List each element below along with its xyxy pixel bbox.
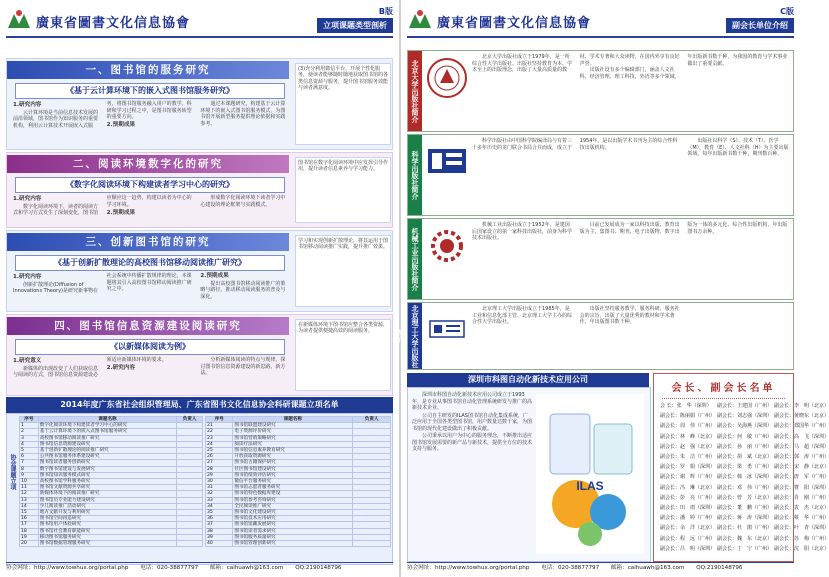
table-cell: 18	[20, 528, 39, 534]
table-cell	[353, 541, 391, 547]
unit-text	[472, 54, 789, 128]
table-cell: 32	[206, 491, 233, 497]
table-cell: 28	[206, 466, 233, 472]
roster-entry: 副会长：马 超（深圳）	[774, 443, 829, 450]
association-logo-icon	[6, 8, 32, 30]
footer-email: 邮箱：caihuawh@163.com	[209, 565, 284, 571]
table-cell: 图书馆读者需求研究	[233, 528, 353, 534]
table-cell: 34	[206, 503, 233, 509]
roster-entry: 副会长：韩 冰（深圳）	[717, 474, 773, 481]
table-cell: 微信平台服务研究	[233, 479, 353, 485]
table-cell: 图书馆数据管理服务研究	[38, 541, 177, 547]
section-sidebar: 图书馆在数字化阅读环境中应发挥引导作用，提升读者信息素养与学习能力。	[295, 157, 391, 223]
table-cell: 新媒体环境下的阅读推广研究	[38, 491, 177, 497]
section-tag: 副会长单位介绍	[726, 18, 794, 33]
table-cell: 6	[20, 454, 39, 460]
section-body	[13, 357, 289, 393]
table-cell: 地方文献开发与利用研究	[38, 510, 177, 516]
bit-press-logo-icon	[426, 309, 468, 351]
roster-entry: 副会长：曾 芳（北京）	[717, 494, 773, 501]
section-band: 三、创新图书馆的研究	[7, 233, 289, 251]
roster-entry: 副会长：王建国（广州）	[717, 403, 773, 409]
company-product-graphic	[536, 394, 644, 554]
table-cell: 23	[206, 435, 233, 441]
table-cell: 21	[206, 423, 233, 429]
table-cell: 社区图书馆建设研究	[233, 466, 353, 472]
section-band: 一、图书馆的服务研究	[7, 61, 289, 79]
page-c	[397, 0, 829, 577]
table-header: 序号	[20, 417, 39, 423]
body-heading: 1.研究内容	[13, 196, 42, 202]
body-heading: 2.预期成果	[200, 273, 229, 279]
roster-entry: 副会长：胡 斌（北京）	[717, 453, 773, 460]
section-subtitle: 《基于创新扩散理论的高校图书馆移动阅读推广研究》	[15, 255, 285, 271]
section-service-research	[6, 58, 393, 150]
table-cell: 图书馆特色数据库建设	[233, 491, 353, 497]
section-resource-building	[6, 314, 393, 396]
table-cell: 38	[206, 528, 233, 534]
footer-website: 协会网址：http://www.towhux.org/portal.php	[407, 565, 530, 571]
roster-entry: 副会长：袁 杰（北京）	[774, 504, 829, 511]
section-sidebar: (3)充分利用微信平台，开展个性化服务，使读者能够随时随地获取图书馆的各类信息资源与服务，提升图书馆服务效能与读者满意度。	[295, 63, 391, 145]
header-title: 廣東省圖書文化信息協會	[36, 16, 191, 31]
table-cell: 9	[20, 472, 39, 478]
unit-paragraph: 北京大学出版社成立于1979年，是一所综合性大学出版社。出版社坚持教育为本、学术至上的出版理念，出版了大量高质量的教材、学术专著和大众读物，在国内外享有良好声誉。	[472, 54, 680, 73]
table-cell: 37	[206, 522, 233, 528]
table-cell: 基于创新扩散理论的阅读推广研究	[38, 448, 177, 454]
table-cell: 39	[206, 534, 233, 540]
company-text	[412, 392, 532, 557]
roster-entry: 副会长：沈 阳（北京）	[774, 545, 829, 552]
roster-entry: 副会长：郭 涛（广州）	[774, 453, 829, 460]
table-cell: 图书馆绩效评估研究	[233, 472, 353, 478]
table-cell: 17	[20, 522, 39, 528]
roster-entry: 副会长：魏 东（北京）	[717, 535, 773, 542]
footer-website: 协会网址：http://www.towhux.org/portal.php	[6, 565, 129, 571]
roster-entry: 副会长：周 伟（广州）	[660, 423, 716, 430]
roster-entry: 副会长：郑国华（广州）	[774, 423, 829, 430]
unit-text	[472, 222, 789, 296]
table-row	[20, 541, 203, 547]
table-cell: 24	[206, 441, 233, 447]
table-cell: 19	[20, 534, 39, 540]
roster-title: 会长、副会长名单	[662, 380, 785, 399]
table-cell: 16	[20, 516, 39, 522]
company-paragraph: 公司自主研发的ILAS图书馆自动化集成系统，广泛应用于全国各类型图书馆，用户数量达数千家，为图书馆的现代化建设做出了积极贡献。	[412, 412, 533, 432]
body-heading: 1.研究意义	[13, 358, 42, 364]
table-cell: 33	[206, 497, 233, 503]
table-cell: 图书馆员专业能力建设研究	[38, 497, 177, 503]
table-cell: 图书馆技术应用研究	[233, 516, 353, 522]
roster-entry: 副会长：蒋 涛（深圳）	[717, 515, 773, 522]
unit-label: 北京大学出版社简介	[408, 51, 422, 131]
unit-paragraph: 出版社坚持服务教学、服务科研、服务社会的宗旨，出版了大量优秀的教材和学术著作，年出版图书数千种。	[579, 306, 680, 325]
table-cell: 3	[20, 435, 39, 441]
unit-paragraph: 北京理工大学出版社成立于1985年，是工业和信息化部主管、北京理工大学主办的综合性大学出版社。	[472, 306, 573, 325]
roster-entry: 副会长：田 雨（深圳）	[660, 504, 716, 511]
unit-paragraph: 科学出版社由中国科学院编译局与有着三十多年历史的龙门联合书局合并而成，成立于1954年，是以出版学术书刊为主的综合性科技出版机构。	[472, 138, 678, 151]
body-heading: 2.研究内容	[106, 365, 136, 372]
table-cell: 图书馆古籍保护研究	[233, 460, 353, 466]
roster-entry: 副会长：罗 娟（深圳）	[660, 464, 716, 471]
roster-entry: 副会长：余 洋（北京）	[660, 525, 716, 532]
table-cell: 15	[20, 510, 39, 516]
roster-entry: 副会长：宋 静（北京）	[774, 464, 829, 471]
page-header	[6, 6, 393, 38]
company-paragraph: 深圳市科图自动化新技术应用公司成立于1993年，是专业从事图书馆自动化管理系统研发与推广的高新技术企业。	[412, 392, 533, 411]
table-cell: 图书馆馆藏发展研究	[233, 522, 353, 528]
body-heading: 2.预期成果	[106, 209, 136, 216]
table-header: 负责人	[177, 417, 203, 423]
roster-entry: 副会长：吕 明（深圳）	[660, 545, 716, 552]
unit-label: 北京理工大学出版社简介	[408, 303, 422, 369]
body-paragraph: 分析新媒体阅读的特点与规律，探讨图书馆信息资源建设的新思路、新方法。	[200, 357, 286, 377]
section-innovation	[6, 230, 393, 312]
unit-peking-university-press	[407, 50, 794, 132]
page-header	[407, 6, 794, 38]
roster-entry: 副会长：谢 辉（广州）	[660, 474, 716, 481]
table-cell: 少儿阅读推广活动研究	[38, 503, 177, 509]
roster-entry: 副会长：蔡 华（广州）	[774, 515, 829, 522]
table-cell: 25	[206, 448, 233, 454]
project-table-right	[205, 416, 391, 547]
unit-bit-press	[397, 302, 794, 370]
roster-entry: 副会长：丁 宁（广州）	[717, 545, 773, 552]
unit-text	[472, 138, 789, 212]
roster-entry: 副会长：黄晓东（北京）	[774, 413, 829, 420]
roster-entry: 副会长：高 飞（深圳）	[774, 433, 829, 440]
table-cell: 4	[20, 441, 39, 447]
ilas-brand-text: ILAS	[576, 479, 604, 493]
project-table-left	[19, 416, 203, 547]
table-cell: 30	[206, 479, 233, 485]
roster-entry: 副会长：叶 青（深圳）	[774, 525, 829, 532]
table-cell: 22	[206, 429, 233, 435]
roster-entry: 副会长：唐 军（广州）	[774, 474, 829, 481]
body-paragraph: 形成数字化阅读环境下读者学习中心建设的理论框架与实践模式。	[200, 195, 286, 208]
table-cell: 图书馆参考咨询研究	[233, 497, 353, 503]
table-cell: 开放获取资源研究	[233, 454, 353, 460]
body-heading: 1.研究内容	[13, 274, 42, 280]
table-cell: 高校图书馆移动阅读推广研究	[38, 435, 177, 441]
table-cell: 图书馆文化建设研究	[233, 510, 353, 516]
project-list	[6, 413, 393, 565]
table-cell: 图书馆志愿者服务研究	[233, 485, 353, 491]
table-cell: 高校图书馆学科服务研究	[38, 479, 177, 485]
body-paragraph: 创新扩散理论(Diffusion of Innovations Theory)是研究新事物在社会系统中传播扩散规律的理论，本课题将其引入高校图书馆移动阅读推广研究之中。	[13, 273, 192, 295]
roster-entry: 副会长：潘 婷（广州）	[660, 515, 716, 522]
footer-phone: 电话：020-38877797	[140, 565, 199, 571]
roster-entry: 副会长：梁 勇（广州）	[717, 464, 773, 471]
footer-email: 邮箱：caihuawh@163.com	[610, 565, 685, 571]
section-subtitle: 《基于云计算环境下的嵌入式图书馆服务研究》	[15, 83, 285, 99]
body-paragraph: 云计算环境是当前信息技术发展的前沿领域，图书馆作为知识服务的重要机构，利用云计算技术开展嵌入式服务，将图书馆服务融入用户的教学、科研和学习过程之中，是图书馆服务转型的重要方向。	[13, 101, 192, 129]
body-paragraph: 新媒体的出现改变了人们获取信息与阅读的方式，图书馆信息资源建设必须适应新媒体环境的要求。	[13, 357, 167, 379]
science-press-logo-icon	[426, 141, 468, 183]
table-cell: 图书馆营销策略研究	[233, 435, 353, 441]
section-body	[13, 101, 289, 147]
table-cell: 14	[20, 503, 39, 509]
table-cell	[177, 541, 203, 547]
table-header: 课题名称	[233, 417, 353, 423]
unit-paragraph: 出版社以科学（S）、技术（T）、医学（M）、教育（E）、人文社科（H）为主要出版领域，每年出版新书数千种，期刊数百种。	[687, 138, 789, 157]
table-cell: 图书馆知识服务模式研究	[38, 472, 177, 478]
edition-label: C版	[780, 7, 794, 16]
table-cell: 图书馆空间再造研究	[38, 516, 177, 522]
page-footer	[6, 562, 393, 573]
roster-entry: 副会长：董 鹏（广州）	[717, 504, 773, 511]
table-header: 序号	[206, 417, 233, 423]
roster-entry: 副会长：苏 梅（广州）	[774, 535, 829, 542]
table-cell: 全民阅读推广研究	[233, 503, 353, 509]
footer-qq: QQ:2190148796	[295, 565, 342, 571]
table-cell: 数字图书馆建设与发展研究	[38, 466, 177, 472]
roster-entry: 副会长：邓 伟（广州）	[717, 484, 773, 491]
roster-entry: 副会长：何 敏（广州）	[717, 433, 773, 440]
leadership-roster	[653, 373, 829, 562]
table-cell: 20	[20, 541, 39, 547]
table-cell: 数字化阅读环境下构建读者学习中心的研究	[38, 423, 177, 429]
table-cell: 图书馆信息素养教育研究	[233, 448, 353, 454]
roster-entry: 副会长：赵 强（北京）	[660, 443, 716, 450]
body-heading: 1.研究内容	[13, 102, 42, 108]
unit-paragraph: 目前已发展成为一家以科技出版、教育出版为主，集图书、期刊、电子出版物、数字出版为一体的多元化、综合性出版机构，年出版图书万余种。	[579, 222, 788, 235]
table-cell: 阅读疗法研究	[233, 441, 353, 447]
project-list-side-label: 协会课题立项	[9, 454, 16, 490]
section-body	[13, 273, 289, 309]
roster-entry: 副会长：程 远（广州）	[660, 535, 716, 542]
section-sidebar: 学习和实现创新扩散理论，将其运用于图书馆移动阅读推广实践，提升推广效果。	[295, 235, 391, 307]
table-cell: 移动图书馆服务研究	[38, 534, 177, 540]
section-band: 二、阅读环境数字化的研究	[7, 155, 289, 173]
table-cell: 图书馆服务质量研究	[233, 534, 353, 540]
roster-entry: 副会长：吴海燕（深圳）	[717, 423, 773, 430]
table-cell: 12	[20, 491, 39, 497]
table-cell: 7	[20, 460, 39, 466]
table-cell: 图书馆联盟建设研究	[233, 423, 353, 429]
table-cell: 29	[206, 472, 233, 478]
unit-paragraph: 机械工业出版社成立于1952年，是建国后国家设立的第一家科技出版社，前身为科学技术出版社。	[472, 222, 573, 241]
roster-entry: 副会长：朱 洁（广州）	[660, 453, 716, 460]
roster-grid	[660, 402, 829, 555]
roster-entry: 副会长：林 峰（北京）	[660, 433, 716, 440]
roster-entry: 副会长：孙 丽（广州）	[717, 443, 773, 450]
table-cell: 10	[20, 479, 39, 485]
table-header: 课题名称	[38, 417, 177, 423]
body-paragraph: 提出高校图书馆移动阅读推广的策略与路径，推动移动阅读服务的普及与深化。	[200, 280, 286, 300]
table-cell: 1	[20, 423, 39, 429]
section-band: 四、图书馆信息资源建设阅读研究	[7, 317, 289, 335]
table-cell: 电子资源评价研究	[233, 429, 353, 435]
company-profile	[407, 387, 651, 562]
page-footer	[407, 562, 794, 573]
table-cell: 图书馆管理创新研究	[233, 541, 353, 547]
roster-entry: 副会长：曹 阳（深圳）	[774, 484, 829, 491]
section-reading-environment	[6, 152, 393, 228]
project-list-title: 2014年度广东省社会组织管理局、广东省图书文化信息协会科研课题立项名单	[6, 397, 393, 413]
table-cell: 图书馆读者服务创新研究	[38, 460, 177, 466]
table-cell: 40	[206, 541, 233, 547]
unit-machinery-press	[407, 218, 794, 300]
table-row	[206, 541, 391, 547]
roster-entry: 副会长：彭 亮（广州）	[660, 494, 716, 501]
edition-label: B版	[378, 7, 393, 16]
table-cell: 图书馆文献资源共享研究	[38, 485, 177, 491]
unit-text	[472, 306, 789, 366]
body-paragraph: 数字化阅读环境下，读者的阅读方式和学习方式发生了深刻变化，图书馆应顺应这一趋势，构建以读者为中心的学习环境。	[13, 195, 192, 217]
table-cell: 图书馆社会教育职能研究	[38, 528, 177, 534]
table-header: 负责人	[353, 417, 391, 423]
roster-entry: 副会长：李 明（北京）	[774, 403, 829, 409]
roster-entry: 副会长：肖 刚（广州）	[774, 494, 829, 501]
table-cell: 基于云计算环境下的嵌入式图书馆服务研究	[38, 429, 177, 435]
table-cell: 27	[206, 460, 233, 466]
table-cell: 5	[20, 448, 39, 454]
section-tag: 立项课题类型剖析	[317, 18, 393, 33]
roster-entry: 副会长：杜 鹃（广州）	[717, 525, 773, 532]
table-cell: 图书馆信息资源建设研究	[38, 441, 177, 447]
company-title: 深圳市科图自动化新技术应用公司	[407, 373, 649, 387]
section-subtitle: 《数字化阅读环境下构建读者学习中心的研究》	[15, 177, 285, 193]
roster-entry: 会 长：张 华（深圳）	[660, 403, 712, 409]
association-logo-icon	[407, 8, 433, 30]
table-cell: 31	[206, 485, 233, 491]
unit-label: 科学出版社简介	[408, 135, 422, 215]
gear-logo-icon	[426, 225, 468, 267]
university-seal-icon	[426, 57, 468, 99]
table-cell: 26	[206, 454, 233, 460]
table-cell: 8	[20, 466, 39, 472]
roster-entry: 副会长：冯 琳（北京）	[660, 484, 716, 491]
table-cell: 36	[206, 516, 233, 522]
body-paragraph: 通过本课题研究，构建基于云计算环境下的嵌入式图书馆服务模式，为图书馆开展新型服务提供理论依据和实践参考。	[200, 101, 286, 127]
roster-entry: 副会长：刘志强（深圳）	[717, 413, 773, 420]
section-body	[13, 195, 289, 225]
unit-paragraph: 出版社设有多个编辑部门，涵盖人文社科、经济管理、理工科技、外语等多个领域，年出版新书数千种，为我国的教育与学术事业做出了重要贡献。	[579, 54, 788, 80]
table-cell: 图书馆用户体验研究	[38, 522, 177, 528]
body-heading: 2.预期成果	[106, 122, 136, 129]
roster-entry: 副会长：陈丽娟（广州）	[660, 413, 716, 420]
table-cell: 公共图书馆服务体系建设研究	[38, 454, 177, 460]
footer-phone: 电话：020-38877797	[541, 565, 600, 571]
table-cell: 13	[20, 497, 39, 503]
footer-qq: QQ:2190148796	[696, 565, 743, 571]
header-title: 廣東省圖書文化信息協會	[437, 16, 592, 31]
table-cell: 35	[206, 510, 233, 516]
company-paragraph: 公司秉承以用户为中心的服务理念，不断推出适应图书馆发展需要的新产品与新技术，提供全方位的技术支持与服务。	[412, 433, 533, 452]
section-sidebar: 在新媒体环境下图书馆应整合各类资源，为读者提供便捷高效的阅读服务。	[295, 319, 391, 391]
table-cell: 2	[20, 429, 39, 435]
table-cell: 11	[20, 485, 39, 491]
unit-science-press	[407, 134, 794, 216]
section-subtitle: 《以新媒体阅读为例》	[15, 339, 285, 355]
unit-label: 机械工业出版社简介	[408, 219, 422, 299]
page-b	[0, 0, 399, 577]
